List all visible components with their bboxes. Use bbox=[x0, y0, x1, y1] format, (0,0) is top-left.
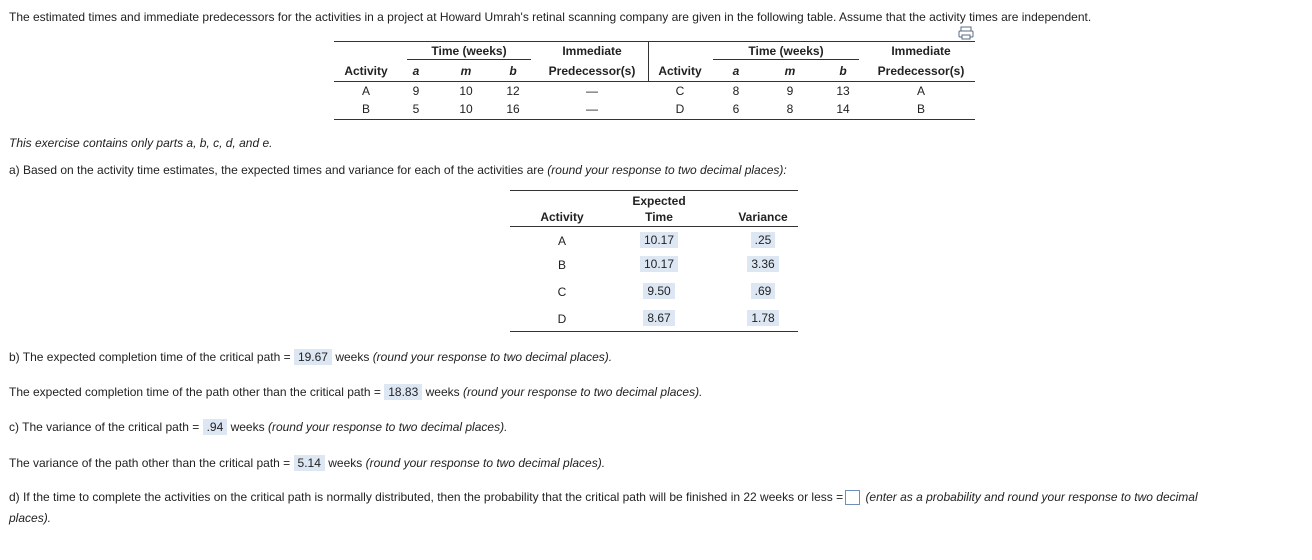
part-b2-unit: weeks bbox=[425, 385, 460, 399]
b-header-right: b bbox=[839, 64, 847, 78]
part-c-unit: weeks bbox=[230, 420, 265, 434]
expected-time-c: 9.50 bbox=[643, 283, 674, 299]
m-header-left: m bbox=[460, 64, 472, 78]
answer-cell bbox=[619, 283, 699, 299]
parts-note: This exercise contains only parts a, b, c, d, and e. bbox=[9, 136, 273, 150]
answer-cell bbox=[619, 310, 699, 326]
variance-d: 1.78 bbox=[747, 310, 778, 326]
variance-c: .69 bbox=[751, 283, 776, 299]
table2-header-rule bbox=[510, 226, 798, 227]
expected-time-b: 10.17 bbox=[640, 256, 678, 272]
table-cell: 9 bbox=[412, 84, 420, 98]
part-b2-text: The expected completion time of the path other than the critical path = bbox=[9, 385, 381, 399]
table-top-rule bbox=[334, 41, 975, 42]
variance-a: .25 bbox=[751, 232, 776, 248]
answer-cell bbox=[725, 232, 801, 248]
table2-bottom-rule bbox=[510, 331, 798, 332]
table-cell: 14 bbox=[836, 102, 850, 116]
critical-path-variance-answer: .94 bbox=[203, 419, 228, 435]
table-cell: 6 bbox=[732, 102, 740, 116]
table-cell: 13 bbox=[836, 84, 850, 98]
col-expected-header-2: Time bbox=[645, 210, 673, 224]
header-bottom-rule bbox=[334, 81, 975, 82]
answer-cell bbox=[725, 310, 801, 326]
table-cell: 5 bbox=[412, 102, 420, 116]
time-group-rule-left bbox=[407, 59, 531, 60]
part-b-line bbox=[9, 349, 612, 365]
col-expected-header-1: Expected bbox=[632, 194, 686, 208]
answer-cell bbox=[725, 283, 801, 299]
table2-top-rule bbox=[510, 190, 798, 191]
part-b-unit: weeks bbox=[335, 350, 370, 364]
table-cell: C bbox=[675, 84, 685, 98]
a-header-right: a bbox=[732, 64, 740, 78]
table-cell: 12 bbox=[506, 84, 520, 98]
part-b2-hint: (round your response to two decimal places). bbox=[462, 385, 703, 399]
part-b2-line bbox=[9, 384, 702, 400]
table-cell: A bbox=[361, 84, 370, 98]
part-c-hint: (round your response to two decimal places). bbox=[267, 420, 508, 434]
part-c2-hint: (round your response to two decimal places). bbox=[365, 456, 606, 470]
col-variance-header: Variance bbox=[738, 210, 788, 224]
expected-time-a: 10.17 bbox=[640, 232, 678, 248]
a-header-left: a bbox=[412, 64, 420, 78]
part-b-hint: (round your response to two decimal places). bbox=[372, 350, 613, 364]
table-divider bbox=[648, 41, 649, 81]
answer-cell bbox=[619, 256, 699, 272]
part-d-hint: (enter as a probability and round your response to two decimal bbox=[865, 490, 1198, 504]
part-b-text: b) The expected completion time of the critical path = bbox=[9, 350, 291, 364]
expected-time-d: 8.67 bbox=[643, 310, 674, 326]
table-cell: C bbox=[557, 285, 567, 299]
part-c-text: c) The variance of the critical path = bbox=[9, 420, 200, 434]
part-d-hint-continued: places). bbox=[9, 511, 52, 525]
pred-header-right-1: Immediate bbox=[891, 44, 951, 58]
probability-input[interactable] bbox=[845, 490, 860, 505]
other-path-variance-answer: 5.14 bbox=[294, 455, 325, 471]
print-icon[interactable] bbox=[958, 26, 974, 40]
table-cell: 16 bbox=[506, 102, 520, 116]
table-cell: B bbox=[361, 102, 370, 116]
table-cell: 8 bbox=[732, 84, 740, 98]
answer-cell bbox=[725, 256, 801, 272]
part-a-text: a) Based on the activity time estimates, the expected times and variance for each of the activities are bbox=[9, 163, 544, 177]
intro-text: The estimated times and immediate predecessors for the activities in a project at Howard Umrah's retinal scanning company are given in the following table. Assume that the activity times are independent. bbox=[9, 10, 1092, 24]
time-group-header-left: Time (weeks) bbox=[431, 44, 507, 58]
pred-header-left-2: Predecessor(s) bbox=[548, 64, 636, 78]
b-header-left: b bbox=[509, 64, 517, 78]
pred-header-left-1: Immediate bbox=[562, 44, 622, 58]
table-cell: 10 bbox=[459, 102, 473, 116]
part-a-hint: (round your response to two decimal places): bbox=[547, 163, 787, 177]
other-path-time-answer: 18.83 bbox=[384, 384, 422, 400]
pred-header-right-2: Predecessor(s) bbox=[877, 64, 965, 78]
part-c-line bbox=[9, 419, 507, 435]
table-cell: 10 bbox=[459, 84, 473, 98]
part-a-question bbox=[9, 163, 787, 177]
table-cell: 8 bbox=[786, 102, 794, 116]
table-cell: 9 bbox=[786, 84, 794, 98]
time-group-header-right: Time (weeks) bbox=[748, 44, 824, 58]
table-cell: A bbox=[916, 84, 925, 98]
table-cell: — bbox=[586, 84, 598, 98]
table-cell: D bbox=[675, 102, 685, 116]
table-cell: B bbox=[557, 258, 566, 272]
table-cell: A bbox=[557, 234, 566, 248]
table-bottom-rule bbox=[334, 119, 975, 120]
part-c2-unit: weeks bbox=[328, 456, 363, 470]
col-activity-header: Activity bbox=[540, 210, 584, 224]
activity-header-right: Activity bbox=[658, 64, 702, 78]
part-c2-line bbox=[9, 455, 605, 471]
activity-header-left: Activity bbox=[344, 64, 388, 78]
part-d-line bbox=[9, 490, 1198, 505]
m-header-right: m bbox=[784, 64, 796, 78]
table-cell: B bbox=[916, 102, 925, 116]
table-cell: — bbox=[586, 102, 598, 116]
part-d-text: d) If the time to complete the activities on the critical path is normally distributed, then the probability that the critical path will be finished in 22 weeks or less = bbox=[9, 490, 844, 504]
critical-path-time-answer: 19.67 bbox=[294, 349, 332, 365]
variance-b: 3.36 bbox=[747, 256, 778, 272]
time-group-rule-right bbox=[713, 59, 859, 60]
answer-cell bbox=[619, 232, 699, 248]
table-cell: D bbox=[557, 312, 567, 326]
part-c2-text: The variance of the path other than the critical path = bbox=[9, 456, 291, 470]
